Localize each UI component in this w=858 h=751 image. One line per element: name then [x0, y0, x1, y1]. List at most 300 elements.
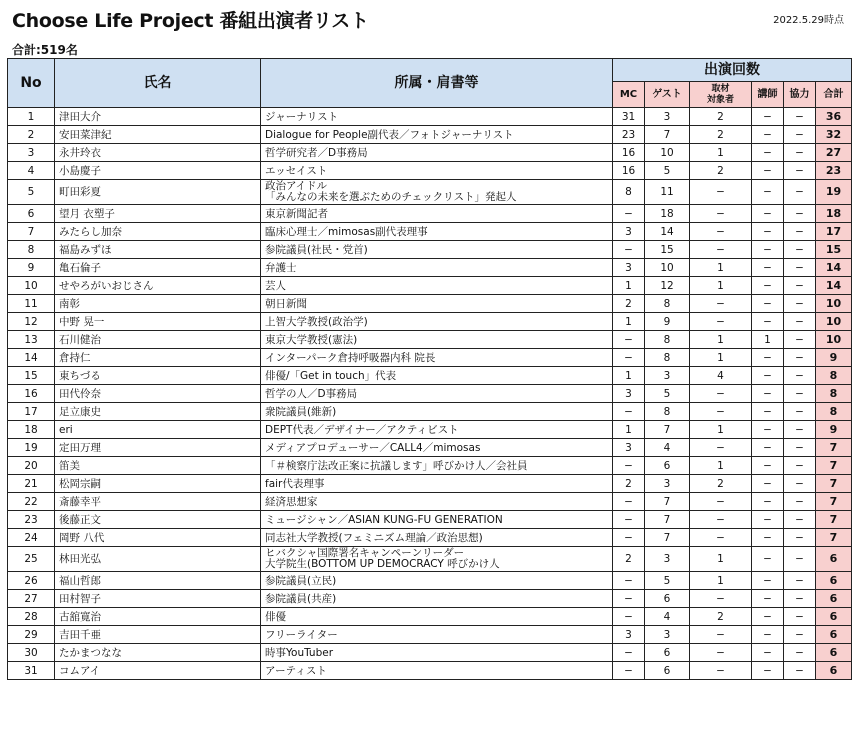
row-name: 笛美 — [55, 457, 261, 475]
row-guest: 6 — [645, 662, 690, 680]
row-no: 17 — [8, 403, 55, 421]
table-row — [8, 547, 852, 572]
row-mc: − — [613, 511, 645, 529]
performers-table — [7, 58, 852, 680]
affiliation-line: 哲学の人／D事務局 — [265, 387, 358, 400]
row-mc: 3 — [613, 385, 645, 403]
row-guest: 3 — [645, 626, 690, 644]
row-sum: 17 — [816, 223, 852, 241]
row-cooperation: − — [784, 403, 816, 421]
row-name: 田代伶奈 — [55, 385, 261, 403]
row-no: 27 — [8, 590, 55, 608]
affiliation-line: ヒバクシャ国際署名キャンペーンリーダー — [265, 547, 465, 559]
table-row — [8, 126, 852, 144]
row-cooperation: − — [784, 223, 816, 241]
table-row — [8, 162, 852, 180]
row-sum: 7 — [816, 475, 852, 493]
table-row — [8, 144, 852, 162]
row-cooperation: − — [784, 529, 816, 547]
total-count: 合計:519名 — [12, 43, 78, 57]
affiliation-line: 「＃検察庁法改正案に抗議します」呼びかけ人／会社員 — [265, 459, 528, 472]
row-sum: 10 — [816, 295, 852, 313]
row-interviewee: − — [690, 493, 752, 511]
col-header-appearances: 出演回数 — [613, 59, 852, 82]
row-affiliation — [261, 475, 613, 493]
row-cooperation: − — [784, 590, 816, 608]
row-cooperation: − — [784, 439, 816, 457]
row-cooperation: − — [784, 644, 816, 662]
row-interviewee: − — [690, 313, 752, 331]
row-cooperation: − — [784, 180, 816, 205]
row-lecturer: − — [752, 205, 784, 223]
affiliation-line: 参院議員(社民・党首) — [265, 243, 368, 256]
row-no: 3 — [8, 144, 55, 162]
affiliation-line: 同志社大学教授(フェミニズム理論／政治思想) — [265, 531, 483, 544]
row-lecturer: − — [752, 295, 784, 313]
row-interviewee: 1 — [690, 547, 752, 572]
row-no: 30 — [8, 644, 55, 662]
row-mc: 3 — [613, 259, 645, 277]
row-guest: 10 — [645, 259, 690, 277]
row-sum: 7 — [816, 529, 852, 547]
table-row — [8, 331, 852, 349]
row-cooperation: − — [784, 421, 816, 439]
affiliation-line: アーティスト — [265, 664, 327, 677]
row-affiliation — [261, 511, 613, 529]
row-guest: 8 — [645, 349, 690, 367]
affiliation-line: 参院議員(立民) — [265, 574, 337, 587]
row-no: 23 — [8, 511, 55, 529]
row-sum: 6 — [816, 590, 852, 608]
row-cooperation: − — [784, 626, 816, 644]
row-sum: 23 — [816, 162, 852, 180]
row-affiliation — [261, 493, 613, 511]
row-guest: 7 — [645, 493, 690, 511]
row-interviewee: 1 — [690, 421, 752, 439]
affiliation-line: ジャーナリスト — [265, 110, 339, 123]
row-no: 11 — [8, 295, 55, 313]
row-affiliation — [261, 277, 613, 295]
row-lecturer: − — [752, 180, 784, 205]
row-no: 29 — [8, 626, 55, 644]
row-cooperation: − — [784, 385, 816, 403]
row-guest: 6 — [645, 457, 690, 475]
row-mc: − — [613, 644, 645, 662]
row-no: 24 — [8, 529, 55, 547]
row-name: 福山哲郎 — [55, 572, 261, 590]
row-name: 亀石倫子 — [55, 259, 261, 277]
affiliation-line: 参院議員(共産) — [265, 592, 337, 605]
row-affiliation — [261, 590, 613, 608]
affiliation-line: 俳優/「Get in touch」代表 — [265, 369, 397, 382]
row-name: 中野 晃一 — [55, 313, 261, 331]
row-name: 倉持仁 — [55, 349, 261, 367]
row-lecturer: − — [752, 590, 784, 608]
col-header-guest: ゲスト — [645, 82, 690, 108]
row-interviewee: 1 — [690, 331, 752, 349]
row-guest: 4 — [645, 439, 690, 457]
row-affiliation — [261, 572, 613, 590]
row-cooperation: − — [784, 475, 816, 493]
affiliation-line: インターパーク倉持呼吸器内科 院長 — [265, 351, 436, 364]
col-header-interviewee-line2: 対象者 — [706, 94, 734, 105]
row-mc: 3 — [613, 626, 645, 644]
row-name: 町田彩夏 — [55, 180, 261, 205]
table-row — [8, 349, 852, 367]
row-guest: 4 — [645, 608, 690, 626]
table-row — [8, 439, 852, 457]
row-lecturer: − — [752, 493, 784, 511]
row-mc: − — [613, 241, 645, 259]
row-cooperation: − — [784, 511, 816, 529]
row-interviewee: − — [690, 644, 752, 662]
row-name: 南彰 — [55, 295, 261, 313]
row-sum: 10 — [816, 331, 852, 349]
table-row — [8, 421, 852, 439]
row-lecturer: − — [752, 529, 784, 547]
row-affiliation — [261, 421, 613, 439]
row-interviewee: − — [690, 662, 752, 680]
row-name: 福島みずほ — [55, 241, 261, 259]
row-name: 田村智子 — [55, 590, 261, 608]
affiliation-line: DEPT代表／デザイナー／アクティビスト — [265, 423, 459, 436]
row-interviewee: − — [690, 626, 752, 644]
row-lecturer: − — [752, 403, 784, 421]
row-sum: 36 — [816, 108, 852, 126]
row-cooperation: − — [784, 662, 816, 680]
row-sum: 32 — [816, 126, 852, 144]
table-row — [8, 259, 852, 277]
row-interviewee: 1 — [690, 277, 752, 295]
row-sum: 8 — [816, 385, 852, 403]
row-guest: 3 — [645, 108, 690, 126]
row-cooperation: − — [784, 108, 816, 126]
row-sum: 19 — [816, 180, 852, 205]
row-affiliation — [261, 439, 613, 457]
row-sum: 10 — [816, 313, 852, 331]
row-no: 19 — [8, 439, 55, 457]
row-sum: 7 — [816, 457, 852, 475]
row-affiliation — [261, 162, 613, 180]
row-interviewee: 1 — [690, 457, 752, 475]
row-sum: 15 — [816, 241, 852, 259]
table-row — [8, 590, 852, 608]
row-lecturer: − — [752, 241, 784, 259]
affiliation-line: 上智大学教授(政治学) — [265, 315, 368, 328]
row-cooperation: − — [784, 349, 816, 367]
row-interviewee: 2 — [690, 608, 752, 626]
row-interviewee: 1 — [690, 572, 752, 590]
col-header-interviewee — [690, 82, 752, 108]
row-affiliation — [261, 608, 613, 626]
row-lecturer: − — [752, 475, 784, 493]
row-lecturer: − — [752, 572, 784, 590]
row-no: 1 — [8, 108, 55, 126]
row-cooperation: − — [784, 295, 816, 313]
affiliation-line: 弁護士 — [265, 261, 297, 274]
table-row — [8, 277, 852, 295]
row-name: 永井玲衣 — [55, 144, 261, 162]
row-guest: 8 — [645, 331, 690, 349]
col-header-interviewee-line1: 取材 — [711, 83, 730, 94]
row-lecturer: − — [752, 108, 784, 126]
row-lecturer: − — [752, 421, 784, 439]
row-no: 21 — [8, 475, 55, 493]
row-name: 定田万理 — [55, 439, 261, 457]
row-sum: 6 — [816, 644, 852, 662]
row-no: 7 — [8, 223, 55, 241]
row-name: 石川健治 — [55, 331, 261, 349]
row-mc: 2 — [613, 547, 645, 572]
row-cooperation: − — [784, 277, 816, 295]
table-row — [8, 457, 852, 475]
row-interviewee: − — [690, 590, 752, 608]
affiliation-line: 大学院生(BOTTOM UP DEMOCRACY 呼びかけ人 — [265, 558, 500, 570]
row-name: 岡野 八代 — [55, 529, 261, 547]
table-row — [8, 223, 852, 241]
row-guest: 5 — [645, 385, 690, 403]
row-cooperation: − — [784, 241, 816, 259]
row-cooperation: − — [784, 331, 816, 349]
row-cooperation: − — [784, 126, 816, 144]
table-row — [8, 205, 852, 223]
row-interviewee: 1 — [690, 259, 752, 277]
affiliation-line: fair代表理事 — [265, 477, 325, 490]
table-row — [8, 493, 852, 511]
affiliation-line: 東京新聞記者 — [265, 207, 328, 220]
row-mc: 2 — [613, 295, 645, 313]
row-affiliation — [261, 241, 613, 259]
row-affiliation — [261, 626, 613, 644]
affiliation-line: 時事YouTuber — [265, 646, 334, 659]
row-affiliation — [261, 205, 613, 223]
affiliation-line: 朝日新聞 — [265, 297, 307, 310]
row-lecturer: − — [752, 223, 784, 241]
row-no: 8 — [8, 241, 55, 259]
row-guest: 7 — [645, 126, 690, 144]
row-cooperation: − — [784, 493, 816, 511]
row-guest: 8 — [645, 295, 690, 313]
row-interviewee: − — [690, 529, 752, 547]
row-interviewee: − — [690, 385, 752, 403]
affiliation-line: メディアプロデューサー／CALL4／mimosas — [265, 441, 481, 454]
page-title: Choose Life Project 番組出演者リスト — [12, 10, 369, 32]
affiliation-line: 芸人 — [265, 279, 286, 292]
col-header-sum: 合計 — [816, 82, 852, 108]
row-no: 9 — [8, 259, 55, 277]
row-name: 松岡宗嗣 — [55, 475, 261, 493]
col-header-name: 氏名 — [55, 59, 261, 108]
row-interviewee: 2 — [690, 475, 752, 493]
affiliation-line: 哲学研究者／D事務局 — [265, 146, 368, 159]
row-cooperation: − — [784, 608, 816, 626]
affiliation-line: 俳優 — [265, 610, 286, 623]
row-mc: − — [613, 493, 645, 511]
table-row — [8, 403, 852, 421]
row-interviewee: − — [690, 403, 752, 421]
row-sum: 27 — [816, 144, 852, 162]
table-row — [8, 385, 852, 403]
row-interviewee: − — [690, 180, 752, 205]
row-interviewee: − — [690, 511, 752, 529]
row-cooperation: − — [784, 457, 816, 475]
row-guest: 3 — [645, 367, 690, 385]
row-lecturer: − — [752, 457, 784, 475]
table-row — [8, 108, 852, 126]
table-row — [8, 313, 852, 331]
affiliation-line: 衆院議員(維新) — [265, 405, 337, 418]
row-no: 18 — [8, 421, 55, 439]
row-guest: 6 — [645, 644, 690, 662]
col-header-mc: MC — [613, 82, 645, 108]
row-interviewee: − — [690, 439, 752, 457]
row-mc: 1 — [613, 421, 645, 439]
row-lecturer: − — [752, 144, 784, 162]
row-affiliation — [261, 295, 613, 313]
col-header-cooperation: 協力 — [784, 82, 816, 108]
row-mc: 16 — [613, 162, 645, 180]
row-interviewee: − — [690, 295, 752, 313]
row-mc: − — [613, 349, 645, 367]
row-affiliation — [261, 385, 613, 403]
row-cooperation: − — [784, 162, 816, 180]
row-lecturer: − — [752, 662, 784, 680]
row-sum: 6 — [816, 626, 852, 644]
row-cooperation: − — [784, 205, 816, 223]
row-name: 斎藤幸平 — [55, 493, 261, 511]
row-mc: 3 — [613, 223, 645, 241]
row-no: 12 — [8, 313, 55, 331]
row-no: 4 — [8, 162, 55, 180]
row-no: 5 — [8, 180, 55, 205]
row-lecturer: − — [752, 439, 784, 457]
affiliation-line: フリーライター — [265, 628, 338, 641]
row-name: 林田光弘 — [55, 547, 261, 572]
row-name: たかまつなな — [55, 644, 261, 662]
row-mc: 2 — [613, 475, 645, 493]
affiliation-line: 政治アイドル — [265, 180, 328, 192]
row-mc: − — [613, 205, 645, 223]
affiliation-line: 「みんなの未来を選ぶためのチェックリスト」発起人 — [265, 191, 517, 203]
table-row — [8, 626, 852, 644]
row-lecturer: 1 — [752, 331, 784, 349]
table-row — [8, 662, 852, 680]
row-affiliation — [261, 331, 613, 349]
row-mc: 16 — [613, 144, 645, 162]
row-sum: 8 — [816, 403, 852, 421]
row-mc: − — [613, 662, 645, 680]
row-lecturer: − — [752, 644, 784, 662]
table-row — [8, 644, 852, 662]
row-sum: 7 — [816, 511, 852, 529]
row-cooperation: − — [784, 259, 816, 277]
row-lecturer: − — [752, 349, 784, 367]
row-no: 16 — [8, 385, 55, 403]
row-affiliation — [261, 259, 613, 277]
row-guest: 10 — [645, 144, 690, 162]
row-affiliation — [261, 367, 613, 385]
row-guest: 7 — [645, 511, 690, 529]
row-lecturer: − — [752, 385, 784, 403]
affiliation-line: 東京大学教授(憲法) — [265, 333, 358, 346]
row-mc: − — [613, 590, 645, 608]
row-guest: 11 — [645, 180, 690, 205]
row-sum: 6 — [816, 662, 852, 680]
row-lecturer: − — [752, 162, 784, 180]
row-mc: 1 — [613, 367, 645, 385]
row-sum: 18 — [816, 205, 852, 223]
table-row — [8, 572, 852, 590]
row-no: 22 — [8, 493, 55, 511]
affiliation-line: Dialogue for People副代表／フォトジャーナリスト — [265, 128, 514, 141]
affiliation-line: エッセイスト — [265, 164, 328, 177]
row-name: みたらし加奈 — [55, 223, 261, 241]
row-mc: 31 — [613, 108, 645, 126]
row-sum: 7 — [816, 439, 852, 457]
row-affiliation — [261, 547, 613, 572]
affiliation-line: 経済思想家 — [265, 495, 318, 508]
row-affiliation — [261, 457, 613, 475]
col-header-affiliation: 所属・肩書等 — [261, 59, 613, 108]
row-guest: 3 — [645, 547, 690, 572]
row-name: 吉田千亜 — [55, 626, 261, 644]
row-interviewee: 1 — [690, 144, 752, 162]
row-name: 望月 衣塑子 — [55, 205, 261, 223]
row-name: コムアイ — [55, 662, 261, 680]
row-affiliation — [261, 144, 613, 162]
row-affiliation — [261, 126, 613, 144]
row-sum: 14 — [816, 259, 852, 277]
row-affiliation — [261, 223, 613, 241]
row-sum: 14 — [816, 277, 852, 295]
row-no: 26 — [8, 572, 55, 590]
row-cooperation: − — [784, 572, 816, 590]
row-name: 東ちづる — [55, 367, 261, 385]
row-guest: 14 — [645, 223, 690, 241]
col-header-no: No — [8, 59, 55, 108]
row-interviewee: 2 — [690, 162, 752, 180]
table-row — [8, 180, 852, 205]
row-affiliation — [261, 313, 613, 331]
row-no: 10 — [8, 277, 55, 295]
row-guest: 6 — [645, 590, 690, 608]
row-affiliation — [261, 108, 613, 126]
row-sum: 6 — [816, 572, 852, 590]
row-mc: − — [613, 529, 645, 547]
table-row — [8, 295, 852, 313]
row-lecturer: − — [752, 367, 784, 385]
row-interviewee: − — [690, 241, 752, 259]
row-name: 津田大介 — [55, 108, 261, 126]
row-no: 2 — [8, 126, 55, 144]
row-affiliation — [261, 529, 613, 547]
row-guest: 12 — [645, 277, 690, 295]
row-mc: 3 — [613, 439, 645, 457]
row-cooperation: − — [784, 367, 816, 385]
row-name: 小島慶子 — [55, 162, 261, 180]
row-sum: 9 — [816, 349, 852, 367]
row-interviewee: 2 — [690, 108, 752, 126]
col-header-lecturer: 講師 — [752, 82, 784, 108]
row-interviewee: 2 — [690, 126, 752, 144]
row-affiliation — [261, 403, 613, 421]
row-lecturer: − — [752, 277, 784, 295]
row-guest: 5 — [645, 572, 690, 590]
row-lecturer: − — [752, 313, 784, 331]
row-name: 足立康史 — [55, 403, 261, 421]
row-mc: − — [613, 403, 645, 421]
row-affiliation — [261, 662, 613, 680]
